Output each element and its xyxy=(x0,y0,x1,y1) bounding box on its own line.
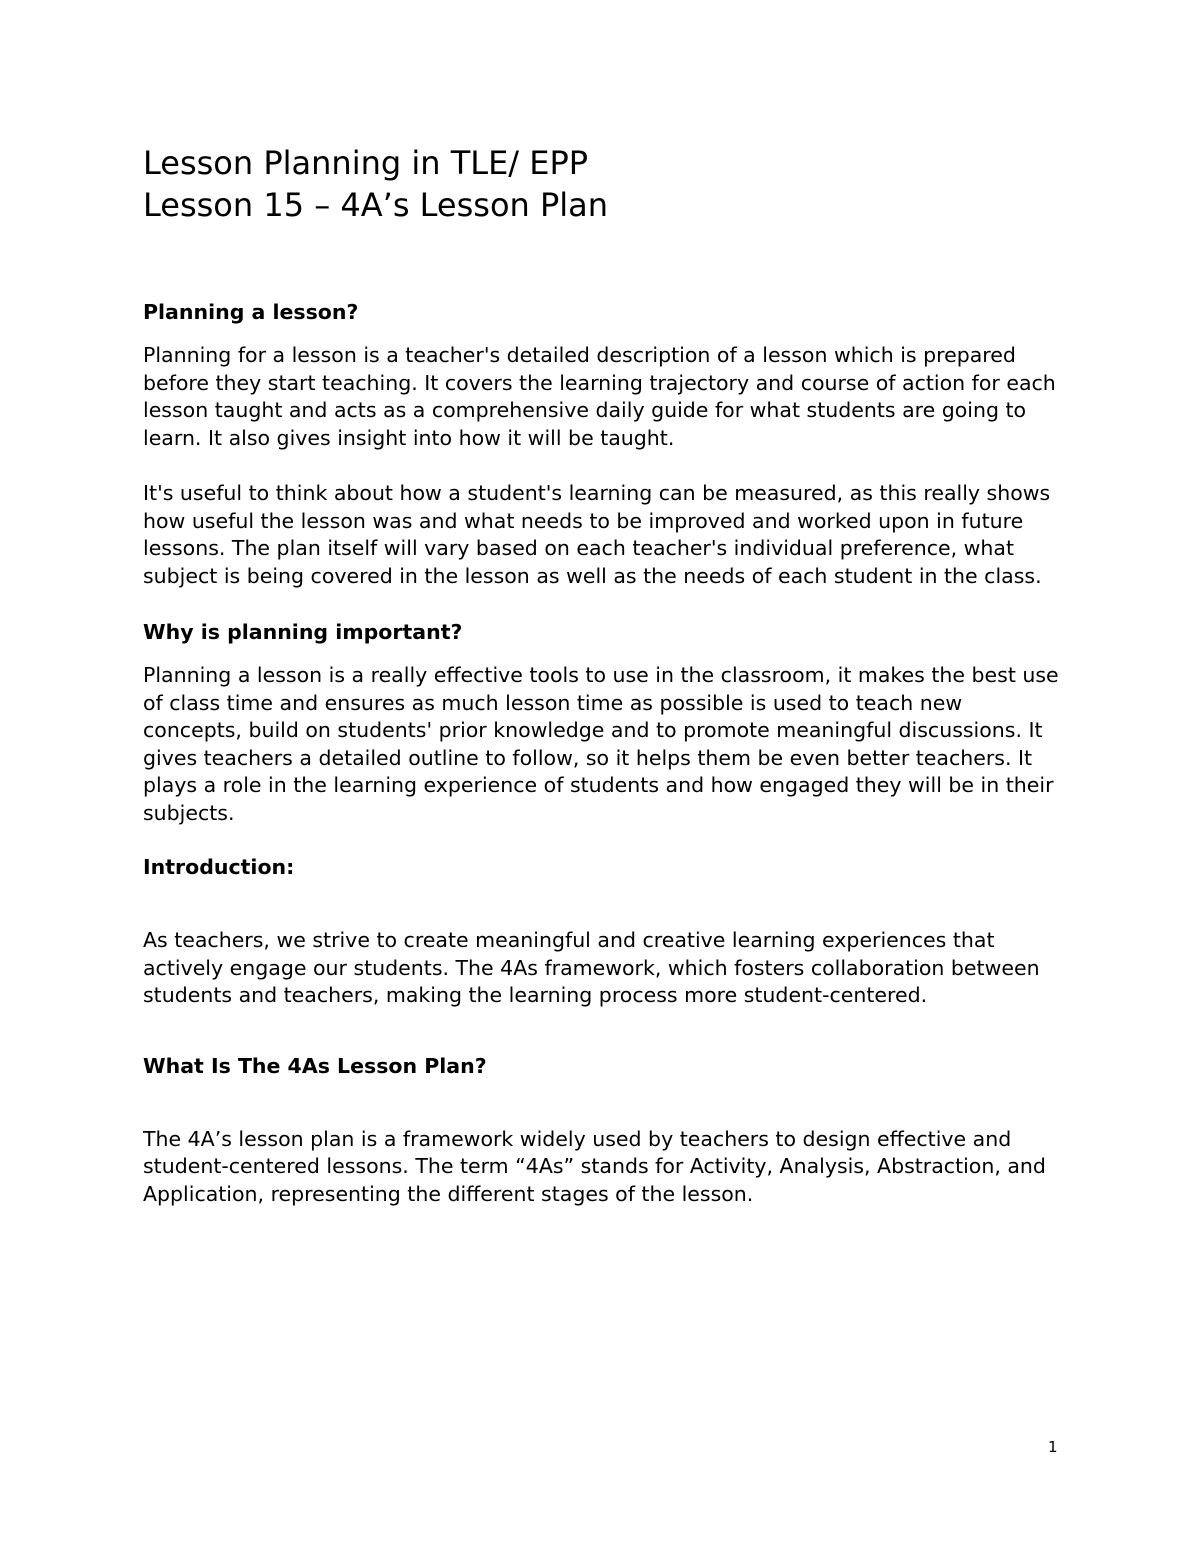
paragraph-introduction: As teachers, we strive to create meaningful and creative learning experiences that actively engage our students. The 4As framework, which fosters collaboration between students and teachers, making the learning process more student-centered. xyxy=(143,928,1040,1007)
heading-what-is-4as-lesson-plan: What Is The 4As Lesson Plan? xyxy=(143,1053,487,1078)
heading-introduction: Introduction: xyxy=(143,855,295,879)
document-title-line-1: Lesson Planning in TLE/ EPP xyxy=(143,144,589,182)
heading-why-planning-important: Why is planning important? xyxy=(143,620,463,644)
paragraph-why-planning-important: Planning a lesson is a really effective tools to use in the classroom, it makes the best use of class time and ensures as much lesson time as possible is used to teach new concepts, build on students' prior knowledge and to promote meaningful discussions. It gives teachers a detailed outline to follow, so it helps them be even better teachers. It plays a role in the learning experience of students and how engaged they will be in their subjects. xyxy=(143,663,1059,825)
page-body xyxy=(143,142,1063,1208)
paragraph-planning-definition: Planning for a lesson is a teacher's detailed description of a lesson which is prepared before they start teaching. It covers the learning trajectory and course of action for each lesson taught and acts as a comprehensive daily guide for what students are going to learn. It also gives insight into how it will be taught. xyxy=(143,343,1056,450)
page-number: 1 xyxy=(1048,1438,1058,1456)
heading-planning-a-lesson: Planning a lesson? xyxy=(143,300,359,324)
document-title-line-2: Lesson 15 – 4A’s Lesson Plan xyxy=(143,186,609,224)
paragraph-what-is-4as-lesson-plan: The 4A’s lesson plan is a framework widely used by teachers to design effective and student-centered lessons. The term “4As” stands for Activity, Analysis, Abstraction, and Application, representing the different stages of the lesson. xyxy=(143,1126,1046,1206)
paragraph-planning-measurement: It's useful to think about how a student's learning can be measured, as this really shows how useful the lesson was and what needs to be improved and worked upon in future lessons. The plan itself will vary based on each teacher's individual preference, what subject is being covered in the lesson as well as the needs of each student in the class. xyxy=(143,481,1051,588)
